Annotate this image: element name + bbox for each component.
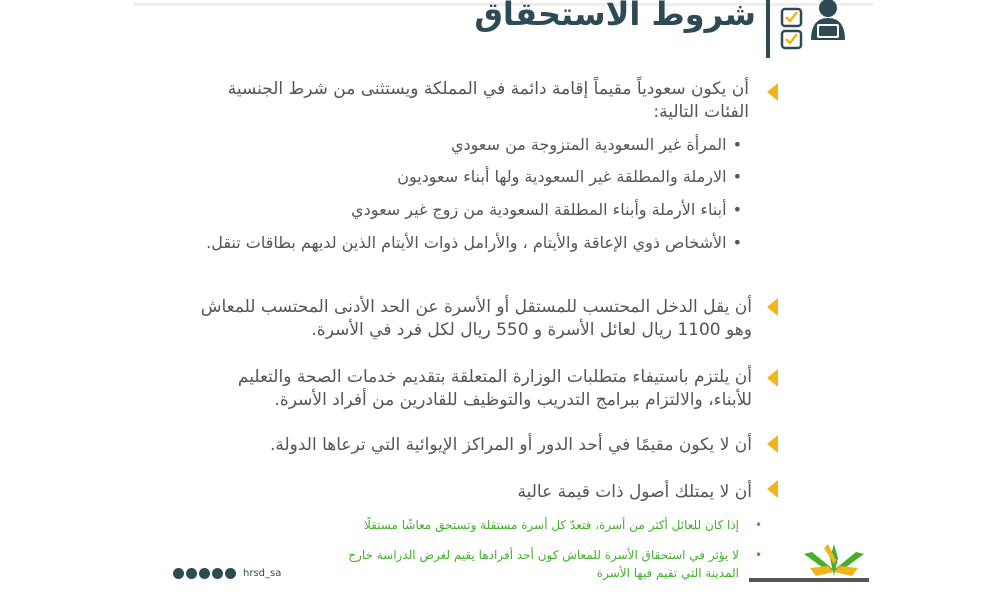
- page-title: شروط الاستحقاق: [474, 0, 756, 33]
- logo-divider: [749, 578, 869, 582]
- condition-text: أن يقل الدخل المحتسب للمستقل أو الأسرة عن الحد الأدنى المحتسب للمعاش وهو 1100 ريال لعائل الأسرة و 550 ريال لكل فرد في الأسرة.: [200, 297, 752, 340]
- exception-text: المرأة غير السعودية المتزوجة من سعودي: [450, 135, 727, 154]
- ministry-logo: [800, 540, 868, 580]
- exception-text: الارملة والمطلقة غير السعودية ولها أبناء سعوديون: [397, 167, 727, 186]
- bullet-arrow-icon: [767, 435, 778, 453]
- exception-item: •الارملة والمطلقة غير السعودية ولها أبناء سعوديون: [397, 167, 742, 186]
- bullet-arrow-icon: [767, 298, 778, 316]
- youtube-icon[interactable]: [186, 568, 197, 579]
- twitter-icon[interactable]: [173, 568, 184, 579]
- note-item: لا يؤثر في استحقاق الأسرة للمعاش كون أحد أفرادها يقيم لغرض الدراسة خارج المدينة التي تقيم فيها الأسرة: [348, 548, 739, 580]
- facebook-icon[interactable]: [212, 568, 223, 579]
- bullet-arrow-icon: [767, 83, 778, 101]
- condition-text: أن لا يمتلك أصول ذات قيمة عالية: [517, 482, 752, 502]
- condition-item: [192, 434, 752, 457]
- eligibility-checklist-icon: [780, 0, 848, 54]
- note-item: إذا كان للعائل أكثر من أسرة، فتعدّ كل أسرة مستقلة وتستحق معاشًا مستقلًا: [363, 518, 739, 532]
- bullet-arrow-icon: [767, 480, 778, 498]
- bullet-arrow-icon: [767, 369, 778, 387]
- snapchat-icon[interactable]: [199, 568, 210, 579]
- title-divider: [766, 0, 770, 58]
- exception-item: •المرأة غير السعودية المتزوجة من سعودي: [450, 135, 742, 154]
- note-bullet: •: [755, 548, 763, 562]
- condition-text: أن يكون سعودياً مقيماً إقامة دائمة في المملكة ويستثنى من شرط الجنسية الفئات التالية:: [227, 79, 749, 122]
- exception-item: •الأشخاص ذوي الإعاقة والأيتام ، والأرامل ذوات الأيتام الذين لديهم بطاقات تنقل.: [206, 233, 742, 252]
- exception-item: •أبناء الأرملة وأبناء المطلقة السعودية من زوج غير سعودي: [351, 200, 742, 219]
- exception-text: أبناء الأرملة وأبناء المطلقة السعودية من زوج غير سعودي: [351, 200, 727, 219]
- instagram-icon[interactable]: [225, 568, 236, 579]
- note-bullet: •: [755, 518, 763, 532]
- condition-text: أن لا يكون مقيمًا في أحد الدور أو المراكز الإيوائية التي ترعاها الدولة.: [269, 435, 752, 455]
- condition-item: [189, 78, 749, 124]
- condition-item: [192, 296, 752, 342]
- condition-text: أن يلتزم باستيفاء متطلبات الوزارة المتعلقة بتقديم خدمات الصحة والتعليم للأبناء، والالتزام ببرامج التدريب والتوظيف للقادرين من أفراد الأسرة.: [237, 367, 752, 410]
- condition-item: [192, 481, 752, 504]
- condition-item: [192, 366, 752, 412]
- social-handle[interactable]: hrsd_sa: [243, 568, 282, 579]
- exception-text: الأشخاص ذوي الإعاقة والأيتام ، والأرامل ذوات الأيتام الذين لديهم بطاقات تنقل.: [206, 233, 727, 252]
- social-footer: [173, 568, 281, 579]
